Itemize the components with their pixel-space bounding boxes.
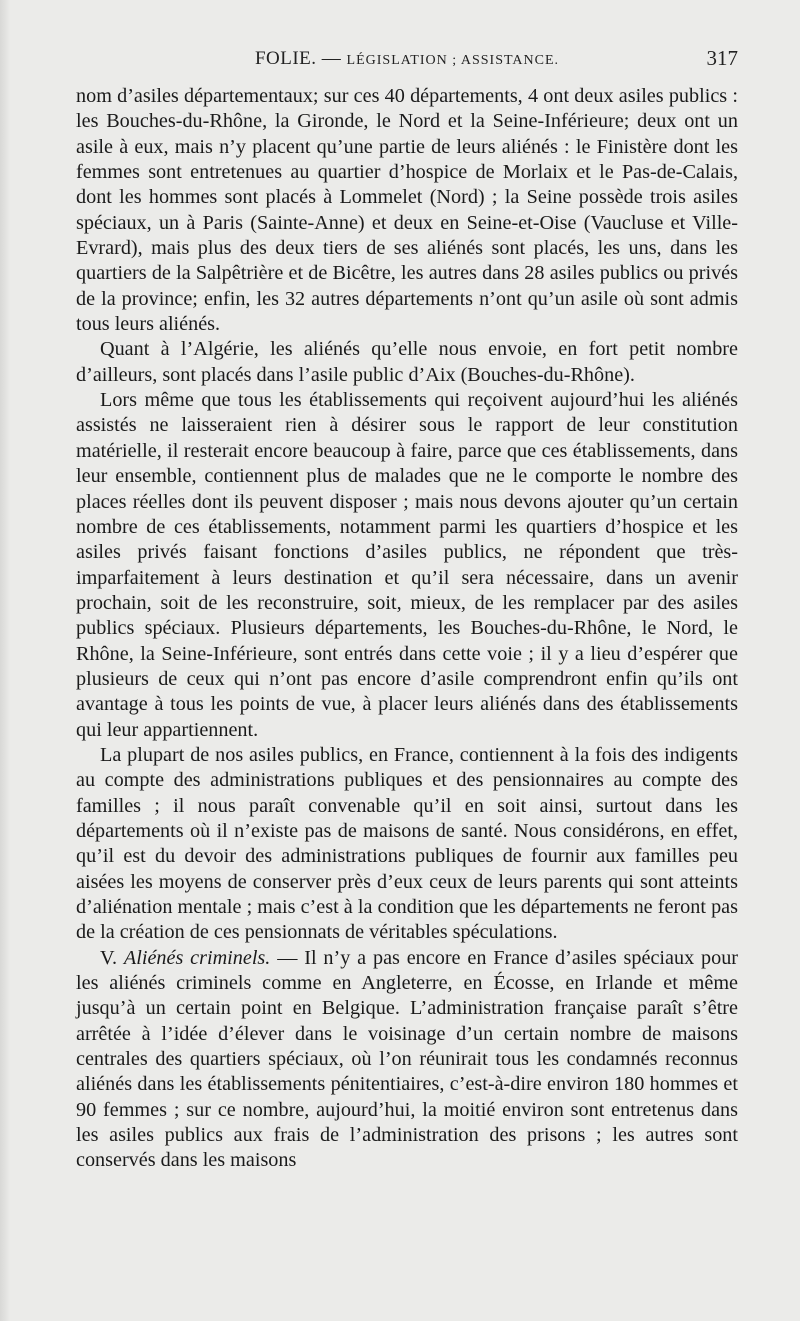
section-title: Aliénés criminels. bbox=[123, 946, 271, 969]
body-text bbox=[76, 84, 738, 1174]
running-title-main: FOLIE. — bbox=[254, 48, 342, 69]
paragraph-1: nom d’asiles départementaux; sur ces 40 départements, 4 ont deux asiles publics : les Bouches-du-Rhône, la Gironde, le Nord et la Seine-Inférieure; deux ont un asile à eux, mais n’y placent qu’une partie de leurs aliénés : le Finistère dont les femmes sont entretenues au quartier d’hospice de Morlaix et le Pas-de-Calais, dont les hommes sont placés à Lommelet (Nord) ; la Seine possède trois asiles spéciaux, un à Paris (Sainte-Anne) et deux en Seine-et-Oise (Vaucluse et Ville-Evrard), mais plus des deux tiers de ses aliénés sont placés, les uns, dans les quartiers de la Salpêtrière et de Bicêtre, les autres dans 28 asiles publics ou privés de la province; enfin, les 32 autres départements n’ont qu’un asile où sont admis tous leurs aliénés. bbox=[76, 85, 738, 336]
paragraph-3: Lors même que tous les établissements qui reçoivent aujourd’hui les aliénés assistés ne laisseraient rien à désirer sous le rapport de leur constitution matérielle, il resterait encore beaucoup à faire, parce que ces établissements, dans leur ensemble, contiennent plus de malades que ne le comporte le nombre des places réelles dont ils peuvent disposer ; mais nous devons ajouter qu’un certain nombre de ces établissements, notamment parmi les quartiers d’hospice et les asiles privés faisant fonctions d’asiles publics, ne répondent que très-imparfaitement à leurs destination et qu’il sera nécessaire, dans un avenir prochain, soit de les reconstruire, soit, mieux, de les remplacer par des asiles publics spéciaux. Plusieurs départements, les Bouches-du-Rhône, le Nord, le Rhône, la Seine-Inférieure, sont entrés dans cette voie ; il y a lieu d’espérer que plusieurs de ceux qui n’ont pas encore d’asile comprendront enfin qu’ils ont avantage à tous les points de vue, à placer leurs aliénés dans des établissements qui leur appartiennent. bbox=[76, 389, 738, 741]
running-title bbox=[76, 48, 738, 70]
running-title-subject: LÉGISLATION ; ASSISTANCE. bbox=[346, 53, 560, 68]
section-number: V. bbox=[100, 946, 118, 969]
paragraph-4: La plupart de nos asiles publics, en France, contiennent à la fois des indigents au compte des administrations publiques et des pensionnaires au compte des familles ; il nous paraît convenable qu’il en soit ainsi, surtout dans les départements où il n’existe pas de maisons de santé. Nous considérons, en effet, qu’il est du devoir des administrations publiques de fournir aux familles peu aisées les moyens de conserver près d’eux ceux de leurs parents qui sont atteints d’aliénation mentale ; mais c’est à la condition que les départements ne feront pas de la création de ces pensionnats de véritables spéculations. bbox=[76, 743, 738, 944]
paragraph-5 bbox=[76, 946, 738, 1174]
page-number: 317 bbox=[706, 46, 738, 70]
paragraph-2: Quant à l’Algérie, les aliénés qu’elle nous envoie, en fort petit nombre d’ailleurs, sont placés dans l’asile public d’Aix (Bouches-du-Rhône). bbox=[76, 338, 738, 386]
running-header bbox=[76, 46, 738, 76]
paragraph-5-text: — Il n’y a pas encore en France d’asiles spéciaux pour les aliénés criminels comme en Angleterre, en Écosse, en Irlande et même jusqu’à un certain point en Belgique. L’administration française paraît s’être arrêtée à l’idée d’élever dans le voisinage d’un certain nombre de maisons centrales des quartiers spéciaux, où l’on réunirait tous les condamnés reconnus aliénés dans les établissements pénitentiaires, c’est-à-dire environ 180 hommes et 90 femmes ; sur ce nombre, aujourd’hui, la moitié environ sont entretenus dans les asiles publics aux frais de l’administration des prisons ; les autres sont conservés dans les maisons bbox=[76, 946, 739, 1172]
page-gutter-shadow bbox=[0, 0, 10, 1321]
